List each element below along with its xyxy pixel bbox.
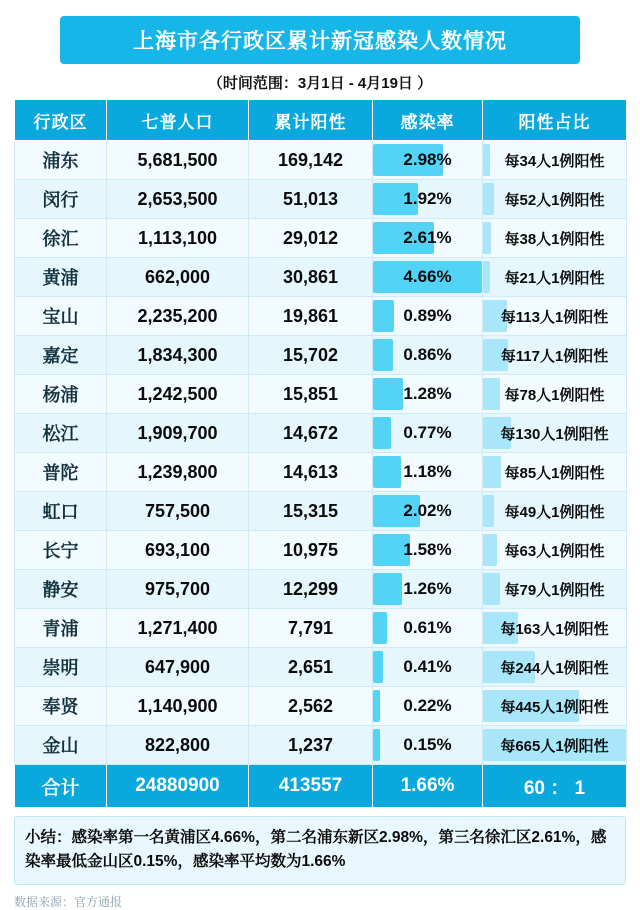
ratio-bar	[483, 378, 500, 410]
ratio-value-label: 每117人1例阳性	[500, 347, 609, 365]
table-row	[15, 570, 627, 609]
cell-rate	[373, 648, 483, 687]
ratio-value-label: 每244人1例阳性	[500, 659, 609, 677]
table-row	[15, 414, 627, 453]
cell-district: 宝山	[15, 297, 107, 336]
rate-bar	[373, 456, 401, 488]
ratio-value-label: 每113人1例阳性	[500, 308, 609, 326]
total-rate: 1.66%	[373, 765, 483, 808]
cell-positive: 1,237	[249, 726, 373, 765]
total-label: 合计	[15, 765, 107, 808]
cell-district: 普陀	[15, 453, 107, 492]
rate-bar	[373, 690, 380, 722]
cell-positive: 7,791	[249, 609, 373, 648]
column-header-ratio: 阳性占比	[483, 100, 627, 141]
cell-ratio	[483, 219, 627, 258]
cell-positive: 10,975	[249, 531, 373, 570]
cell-ratio	[483, 375, 627, 414]
total-population: 24880900	[107, 765, 249, 808]
table-row	[15, 453, 627, 492]
cell-positive: 51,013	[249, 180, 373, 219]
rate-value-label: 1.28%	[403, 384, 452, 403]
cell-population: 1,242,500	[107, 375, 249, 414]
cell-positive: 30,861	[249, 258, 373, 297]
table-row	[15, 531, 627, 570]
cell-district: 杨浦	[15, 375, 107, 414]
rate-value-label: 1.58%	[403, 540, 452, 559]
table-body	[15, 141, 627, 765]
cell-population: 1,834,300	[107, 336, 249, 375]
cell-ratio	[483, 453, 627, 492]
cell-district: 奉贤	[15, 687, 107, 726]
cell-district: 虹口	[15, 492, 107, 531]
rate-value-label: 4.66%	[403, 267, 452, 286]
cell-district: 金山	[15, 726, 107, 765]
rate-bar	[373, 651, 383, 683]
cell-rate	[373, 453, 483, 492]
ratio-value-label: 每52人1例阳性	[504, 191, 605, 209]
table-row	[15, 648, 627, 687]
cell-ratio	[483, 687, 627, 726]
summary-box	[14, 816, 626, 885]
ratio-value-label: 每445人1例阳性	[500, 698, 609, 716]
cell-ratio	[483, 258, 627, 297]
infection-table	[14, 99, 627, 808]
rate-bar	[373, 573, 402, 605]
table-row	[15, 375, 627, 414]
cell-district: 浦东	[15, 141, 107, 180]
cell-positive: 19,861	[249, 297, 373, 336]
cell-rate	[373, 141, 483, 180]
summary-text: 小结：感染率第一名黄浦区4.66%，第二名浦东新区2.98%，第三名徐汇区2.61%，感染率最低金山区0.15%，感染率平均数为1.66%	[25, 829, 607, 871]
rate-value-label: 2.61%	[403, 228, 452, 247]
column-header-rate: 感染率	[373, 100, 483, 141]
cell-rate	[373, 180, 483, 219]
rate-bar	[373, 729, 380, 761]
column-header-district: 行政区	[15, 100, 107, 141]
cell-population: 2,235,200	[107, 297, 249, 336]
cell-population: 1,271,400	[107, 609, 249, 648]
cell-district: 长宁	[15, 531, 107, 570]
cell-rate	[373, 219, 483, 258]
cell-positive: 2,562	[249, 687, 373, 726]
cell-population: 5,681,500	[107, 141, 249, 180]
cell-district: 闵行	[15, 180, 107, 219]
cell-ratio	[483, 297, 627, 336]
ratio-value-label: 每21人1例阳性	[504, 269, 605, 287]
cell-district: 松江	[15, 414, 107, 453]
ratio-value-label: 每665人1例阳性	[500, 737, 609, 755]
ratio-value-label: 每38人1例阳性	[504, 230, 605, 248]
table-total-row	[15, 765, 627, 808]
cell-population: 2,653,500	[107, 180, 249, 219]
cell-district: 青浦	[15, 609, 107, 648]
ratio-value-label: 每63人1例阳性	[504, 542, 605, 560]
cell-population: 1,909,700	[107, 414, 249, 453]
cell-ratio	[483, 531, 627, 570]
rate-value-label: 1.92%	[403, 189, 452, 208]
cell-population: 757,500	[107, 492, 249, 531]
ratio-value-label: 每79人1例阳性	[504, 581, 605, 599]
table-row	[15, 141, 627, 180]
cell-rate	[373, 726, 483, 765]
ratio-bar	[483, 222, 491, 254]
ratio-value-label: 每163人1例阳性	[500, 620, 609, 638]
ratio-bar	[483, 495, 494, 527]
rate-value-label: 0.22%	[403, 696, 452, 715]
rate-bar	[373, 417, 391, 449]
ratio-bar	[483, 456, 501, 488]
rate-value-label: 0.61%	[403, 618, 452, 637]
cell-population: 662,000	[107, 258, 249, 297]
rate-value-label: 0.86%	[403, 345, 452, 364]
cell-positive: 14,672	[249, 414, 373, 453]
table-row	[15, 492, 627, 531]
column-header-population: 七普人口	[107, 100, 249, 141]
ratio-value-label: 每78人1例阳性	[504, 386, 605, 404]
table-row	[15, 687, 627, 726]
cell-rate	[373, 375, 483, 414]
total-ratio: 60 ： 1	[483, 765, 627, 808]
ratio-value-label: 每130人1例阳性	[500, 425, 609, 443]
cell-ratio	[483, 726, 627, 765]
cell-district: 静安	[15, 570, 107, 609]
cell-positive: 15,702	[249, 336, 373, 375]
table-row	[15, 336, 627, 375]
column-header-positive: 累计阳性	[249, 100, 373, 141]
cell-rate	[373, 609, 483, 648]
cell-population: 1,140,900	[107, 687, 249, 726]
rate-bar	[373, 339, 393, 371]
cell-rate	[373, 258, 483, 297]
cell-rate	[373, 336, 483, 375]
cell-positive: 12,299	[249, 570, 373, 609]
cell-ratio	[483, 570, 627, 609]
footer-note: 数据来源：官方通报	[14, 895, 123, 910]
cell-population: 1,239,800	[107, 453, 249, 492]
rate-bar	[373, 612, 387, 644]
cell-ratio	[483, 141, 627, 180]
rate-bar	[373, 300, 394, 332]
ratio-bar	[483, 534, 497, 566]
cell-population: 975,700	[107, 570, 249, 609]
cell-rate	[373, 414, 483, 453]
cell-positive: 2,651	[249, 648, 373, 687]
table-row	[15, 180, 627, 219]
cell-population: 647,900	[107, 648, 249, 687]
rate-value-label: 0.89%	[403, 306, 452, 325]
cell-ratio	[483, 648, 627, 687]
cell-rate	[373, 492, 483, 531]
cell-ratio	[483, 180, 627, 219]
table-row	[15, 726, 627, 765]
cell-population: 822,800	[107, 726, 249, 765]
ratio-value-label: 每85人1例阳性	[504, 464, 605, 482]
cell-district: 黄浦	[15, 258, 107, 297]
rate-value-label: 0.41%	[403, 657, 452, 676]
cell-positive: 15,851	[249, 375, 373, 414]
cell-positive: 169,142	[249, 141, 373, 180]
rate-value-label: 1.18%	[403, 462, 452, 481]
table-header-row	[15, 100, 627, 141]
rate-value-label: 2.02%	[403, 501, 452, 520]
ratio-bar	[483, 183, 494, 215]
cell-district: 徐汇	[15, 219, 107, 258]
cell-positive: 29,012	[249, 219, 373, 258]
rate-value-label: 1.26%	[403, 579, 452, 598]
cell-ratio	[483, 492, 627, 531]
cell-rate	[373, 687, 483, 726]
cell-rate	[373, 531, 483, 570]
cell-rate	[373, 570, 483, 609]
table-row	[15, 258, 627, 297]
table-row	[15, 297, 627, 336]
cell-population: 1,113,100	[107, 219, 249, 258]
ratio-bar	[483, 144, 490, 176]
page-title: 上海市各行政区累计新冠感染人数情况	[133, 30, 507, 53]
rate-value-label: 0.15%	[403, 735, 452, 754]
ratio-value-label: 每34人1例阳性	[504, 152, 605, 170]
page-title-bar	[60, 16, 580, 64]
table-row	[15, 609, 627, 648]
cell-district: 崇明	[15, 648, 107, 687]
cell-positive: 14,613	[249, 453, 373, 492]
total-positive: 413557	[249, 765, 373, 808]
rate-bar	[373, 378, 403, 410]
ratio-bar	[483, 573, 500, 605]
page-subtitle: （时间范围：3月1日 - 4月19日 ）	[207, 75, 433, 92]
cell-population: 693,100	[107, 531, 249, 570]
cell-rate	[373, 297, 483, 336]
cell-ratio	[483, 414, 627, 453]
ratio-value-label: 每49人1例阳性	[504, 503, 605, 521]
cell-positive: 15,315	[249, 492, 373, 531]
cell-ratio	[483, 336, 627, 375]
cell-ratio	[483, 609, 627, 648]
ratio-bar	[483, 261, 490, 293]
table-row	[15, 219, 627, 258]
rate-value-label: 2.98%	[403, 150, 452, 169]
rate-value-label: 0.77%	[403, 423, 452, 442]
cell-district: 嘉定	[15, 336, 107, 375]
